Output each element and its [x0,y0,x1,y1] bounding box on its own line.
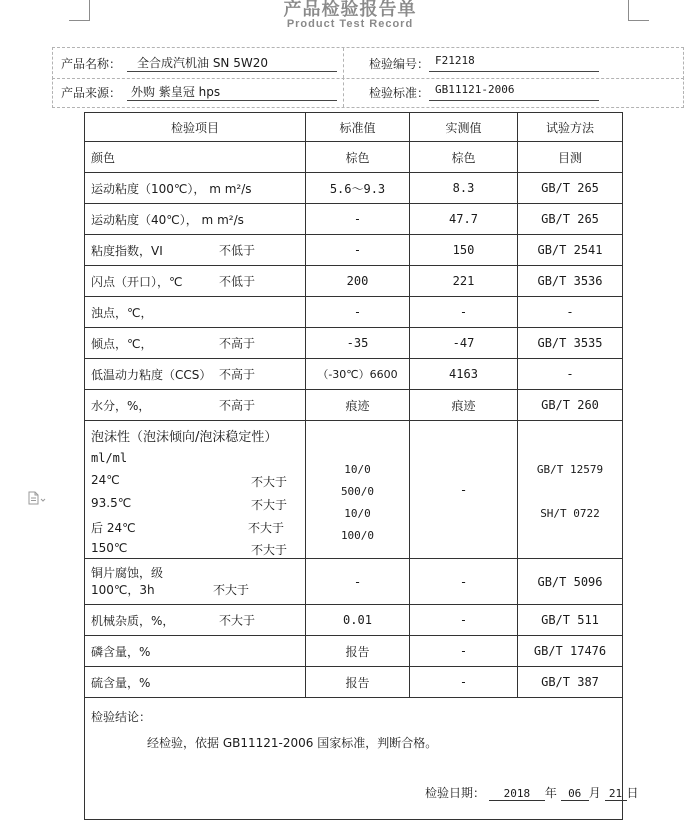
date-day: 21 [605,787,627,801]
row-item: 倾点，℃， [91,336,153,351]
row-standard: - [306,297,410,328]
foam-standard: 100/0 [340,529,375,542]
date-year: 2018 [489,787,545,801]
row-item: 低温动力粘度（CCS） [91,367,212,382]
copper-item: 铜片腐蚀，级 [91,566,164,580]
copper-condition: 100℃，3h [91,583,155,597]
conclusion-text: 经检验，依据 GB11121-2006 国家标准，判断合格。 [147,736,438,750]
row-item: 浊点，℃， [91,305,153,320]
test-no-label: 检验编号： [369,57,430,71]
foam-limit: 不大于 [248,521,285,535]
table-row [85,142,623,173]
foam-temp: 150℃ [91,541,128,555]
product-name-underline [127,71,337,72]
document-icon-graphic [28,491,46,505]
product-name-label: 产品名称： [61,57,122,71]
foam-measured: - [410,421,518,559]
row-item: 闪点（开口），℃ [91,274,183,289]
row-standard: 200 [306,266,410,297]
foam-title: 泡沫性（泡沫倾向/泡沫稳定性） [91,430,278,445]
document-subtitle: Product Test Record [286,18,414,30]
table-row [85,297,623,328]
row-measured: 4163 [410,359,518,390]
header-measured: 实测值 [410,113,518,142]
standard-underline [429,100,599,101]
table-row [85,359,623,390]
row-item: 粘度指数，VI [91,243,163,258]
row-item: 运动粘度（100℃）， m m²/s [91,181,252,196]
row-method: GB/T 387 [518,667,623,698]
day-unit: 日 [626,786,639,800]
row-method: GB/T 511 [518,605,623,636]
table-row [85,173,623,204]
info-row-product [52,47,684,79]
standard-value[interactable]: GB11121-2006 [435,83,515,96]
row-item: 机械杂质，%， [91,613,175,628]
source-underline [127,100,337,101]
row-standard: （-30℃）6600 [306,359,410,390]
row-limit: 不低于 [219,274,256,289]
document-title: 产品检验报告单 [283,0,417,20]
table-row [85,605,623,636]
foam-standard: 500/0 [340,485,375,498]
row-measured: 棕色 [410,142,518,173]
date-label: 检验日期： [425,786,486,800]
foam-standard: 10/0 [344,463,371,476]
table-row-foam [85,421,623,559]
row-standard: 5.6～9.3 [306,173,410,204]
year-unit: 年 [544,786,557,800]
header-item: 检验项目 [85,113,306,142]
row-measured: - [410,605,518,636]
row-item: 运动粘度（40℃）， m m²/s [91,212,244,227]
row-measured: -47 [410,328,518,359]
row-standard: 0.01 [306,605,410,636]
row-measured: 47.7 [410,204,518,235]
row-method: GB/T 265 [518,204,623,235]
row-item: 磷含量，% [91,644,151,659]
table-row [85,266,623,297]
table-row [85,235,623,266]
row-method: - [518,359,623,390]
copper-measured: - [410,559,518,605]
row-standard: 报告 [306,667,410,698]
header-method: 试验方法 [518,113,623,142]
row-limit: 不高于 [219,398,256,413]
row-measured: - [410,667,518,698]
row-standard: 痕迹 [306,390,410,421]
foam-method-2: SH/T 0722 [540,507,600,520]
row-measured: 150 [410,235,518,266]
row-method: GB/T 260 [518,390,623,421]
table-row [85,667,623,698]
info-divider [343,48,344,78]
foam-standard: 10/0 [344,507,371,520]
row-measured: - [410,297,518,328]
foam-temp: 24℃ [91,473,120,487]
row-method: GB/T 3535 [518,328,623,359]
copper-limit: 不大于 [213,583,250,597]
conclusion-row [85,698,623,820]
foam-limit: 不大于 [251,475,288,489]
source-label: 产品来源： [61,86,122,100]
table-row [85,390,623,421]
table-header-row [85,113,623,142]
row-measured: 痕迹 [410,390,518,421]
inspection-date [425,784,639,801]
info-row-source [52,77,684,108]
table-row [85,204,623,235]
row-limit: 不大于 [219,613,256,628]
conclusion-label: 检验结论： [91,710,152,724]
foam-temp: 后 24℃ [91,521,136,535]
date-month: 06 [561,787,589,801]
document-icon[interactable] [28,491,46,508]
product-name-value[interactable]: 全合成汽机油 SN 5W20 [137,56,268,70]
row-standard: 棕色 [306,142,410,173]
foam-limit: 不大于 [251,543,288,557]
row-standard: 报告 [306,636,410,667]
foam-method-1: GB/T 12579 [536,463,604,476]
row-item: 硫含量，% [91,675,151,690]
row-method: 目测 [518,142,623,173]
table-row [85,636,623,667]
foam-limit: 不大于 [251,498,288,512]
table-row-copper [85,559,623,605]
row-item: 颜色 [91,150,116,165]
row-method: GB/T 17476 [518,636,623,667]
row-limit: 不高于 [219,336,256,351]
row-method: GB/T 3536 [518,266,623,297]
foam-temp: 93.5℃ [91,496,132,510]
header-standard: 标准值 [306,113,410,142]
foam-unit: ml/ml [91,451,128,465]
row-item: 水分，%， [91,398,151,413]
row-measured: - [410,636,518,667]
row-standard: - [306,235,410,266]
standard-label: 检验标准： [369,86,430,100]
row-standard: - [306,204,410,235]
source-value[interactable]: 外购 紫皇冠 hps [131,85,221,99]
table-row [85,328,623,359]
test-no-underline [429,71,599,72]
test-results-table [84,112,639,820]
row-standard: -35 [306,328,410,359]
row-limit: 不低于 [219,243,256,258]
copper-method: GB/T 5096 [518,559,623,605]
row-limit: 不高于 [219,367,256,382]
test-no-value[interactable]: F21218 [435,54,475,67]
row-method: GB/T 2541 [518,235,623,266]
info-divider [343,77,344,107]
row-method: - [518,297,623,328]
row-measured: 221 [410,266,518,297]
row-method: GB/T 265 [518,173,623,204]
copper-standard: - [306,559,410,605]
row-measured: 8.3 [410,173,518,204]
month-unit: 月 [588,786,601,800]
